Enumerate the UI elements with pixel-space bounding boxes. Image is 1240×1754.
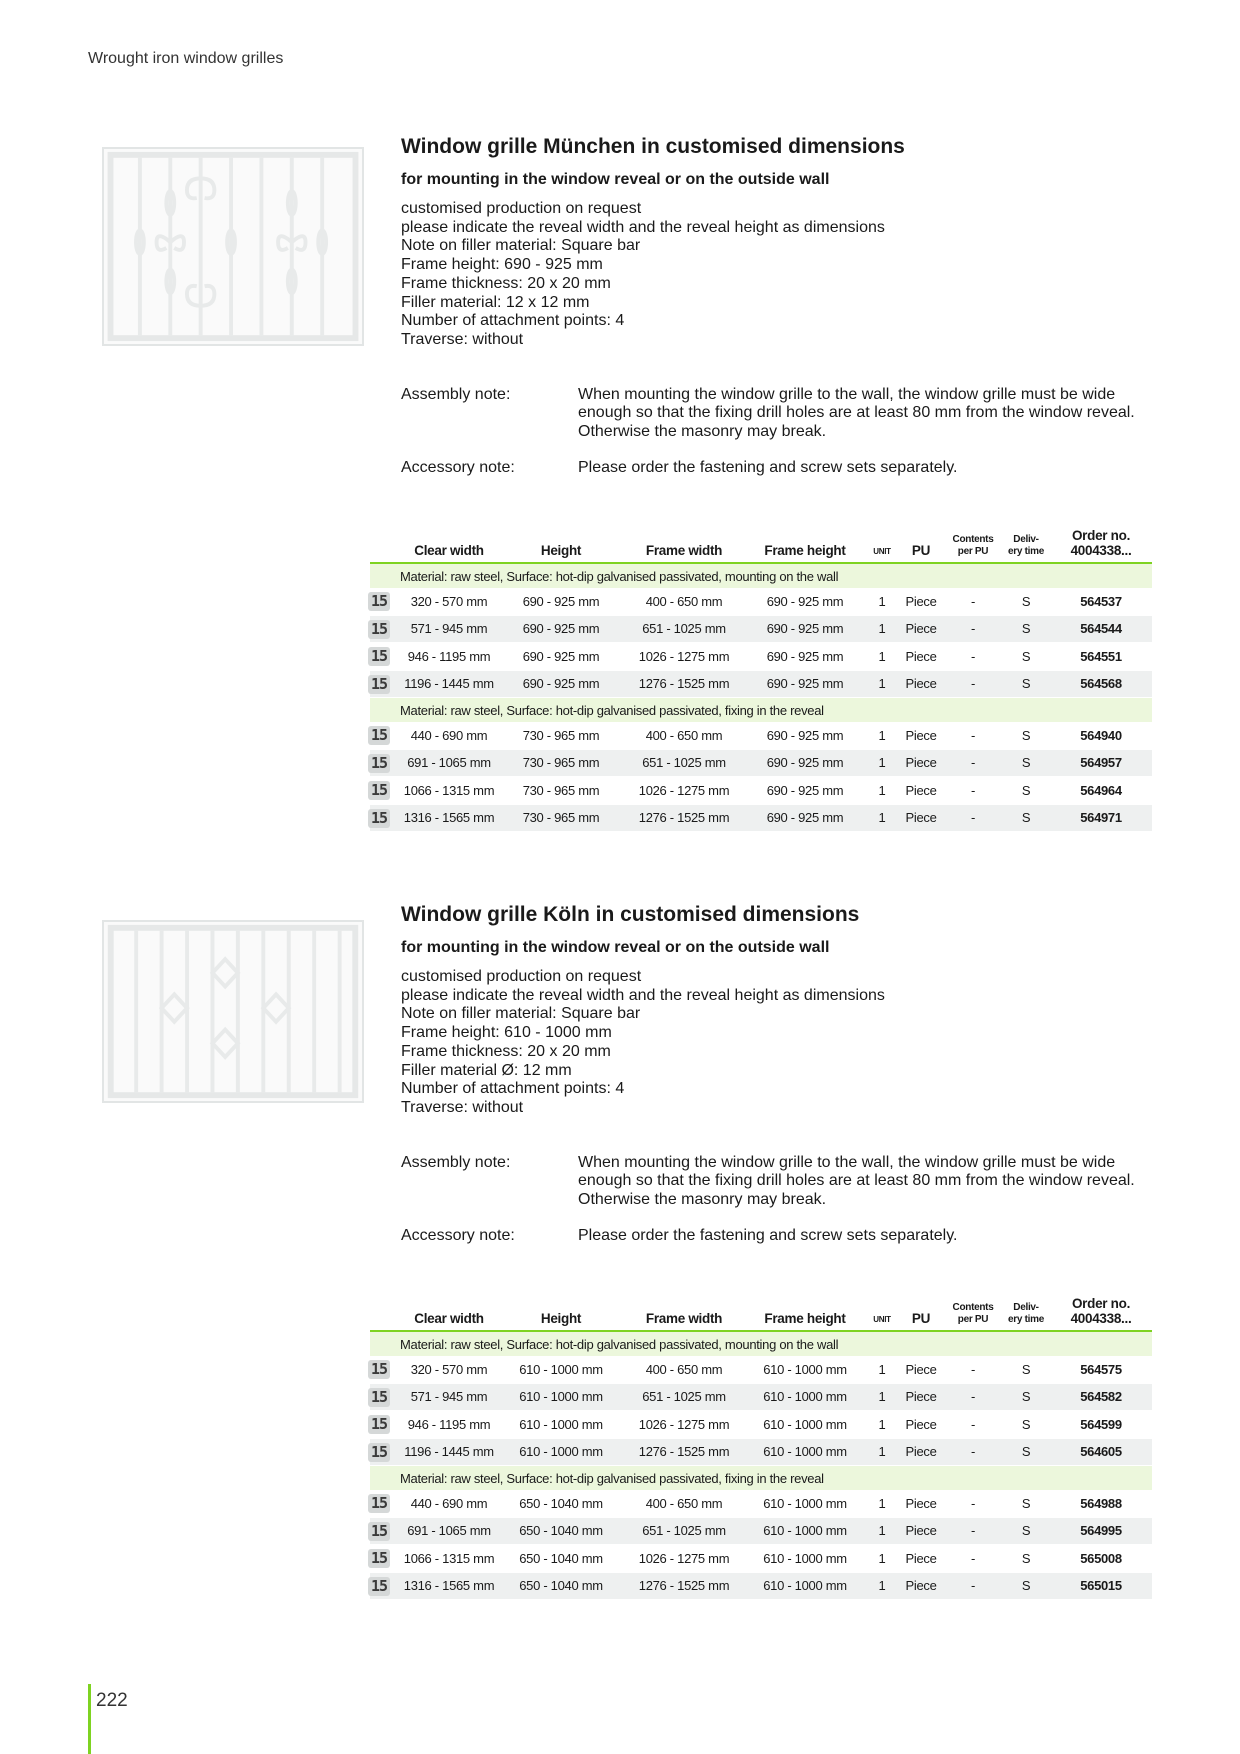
- badge-cell: [370, 1545, 400, 1573]
- accessory-note: [401, 459, 1161, 478]
- col-frame-width: Frame width: [645, 543, 723, 558]
- assembly-note-text: When mounting the window grille to the wall, the window grille must be wide enough so that the fixing drill holes are at least 80 mm from the window reveal. Otherwise the masonry may break.: [578, 385, 1135, 441]
- delivery-badge-icon: 15: [368, 647, 390, 666]
- table-header: [370, 528, 1152, 563]
- cell: 650 - 1040 mm: [498, 1572, 624, 1600]
- product-description: [401, 968, 1161, 1118]
- cell: S: [1002, 1438, 1050, 1466]
- cell: 1276 - 1525 mm: [624, 804, 744, 832]
- cell: 650 - 1040 mm: [498, 1545, 624, 1573]
- table-row[interactable]: [370, 643, 1152, 671]
- delivery-badge-icon: 15: [368, 726, 390, 745]
- cell: -: [944, 1490, 1002, 1517]
- cell: 690 - 925 mm: [744, 615, 866, 643]
- col-contents: [944, 1296, 1002, 1331]
- col-unit: UNIT: [873, 547, 891, 556]
- badge-cell: [370, 777, 400, 805]
- product-image-koeln: [102, 920, 364, 1103]
- cell: 610 - 1000 mm: [498, 1356, 624, 1383]
- col-frame-height: Frame height: [764, 543, 846, 558]
- cell: 610 - 1000 mm: [498, 1383, 624, 1411]
- product-info-koeln: [401, 902, 1161, 1245]
- col-frame-width: Frame width: [645, 1311, 723, 1326]
- description-line: customised production on request: [401, 968, 642, 985]
- cell: S: [1002, 1411, 1050, 1439]
- col-order-no: [1050, 1296, 1152, 1331]
- cell: 1: [866, 722, 898, 749]
- cell: 610 - 1000 mm: [744, 1356, 866, 1383]
- badge-cell: [370, 1356, 400, 1383]
- cell: 1: [866, 1356, 898, 1383]
- cell: 1026 - 1275 mm: [624, 1545, 744, 1573]
- product-subtitle: for mounting in the window reveal or on the outside wall: [401, 939, 830, 956]
- badge-cell: [370, 643, 400, 671]
- badge-cell: [370, 804, 400, 832]
- table-row[interactable]: [370, 777, 1152, 805]
- delivery-badge-icon: 15: [368, 781, 390, 800]
- cell: 691 - 1065 mm: [400, 749, 498, 777]
- cell: 1026 - 1275 mm: [624, 643, 744, 671]
- cell: 610 - 1000 mm: [744, 1411, 866, 1439]
- cell: 1026 - 1275 mm: [624, 777, 744, 805]
- assembly-note-label: Assembly note:: [401, 1153, 511, 1171]
- cell: 320 - 570 mm: [400, 588, 498, 615]
- badge-cell: [370, 722, 400, 749]
- col-delivery: [1002, 528, 1050, 563]
- delivery-badge-icon: 15: [368, 620, 390, 639]
- cell: 610 - 1000 mm: [498, 1438, 624, 1466]
- description-line: Frame thickness: 20 x 20 mm: [401, 1042, 611, 1060]
- cell: Piece: [898, 588, 944, 615]
- table-row[interactable]: [370, 1545, 1152, 1573]
- delivery-badge-icon: 15: [368, 675, 390, 694]
- order-number[interactable]: 564957: [1050, 749, 1152, 777]
- order-line-1: Order no.: [1071, 528, 1131, 543]
- product-image-muenchen: [102, 147, 364, 346]
- order-number[interactable]: 564568: [1050, 670, 1152, 698]
- order-number[interactable]: 564551: [1050, 643, 1152, 671]
- order-number[interactable]: 564964: [1050, 777, 1152, 805]
- table-row[interactable]: [370, 615, 1152, 643]
- cell: -: [944, 1572, 1002, 1600]
- col-contents: [944, 528, 1002, 563]
- cell: Piece: [898, 1517, 944, 1545]
- product-description: [401, 200, 1161, 350]
- cell: 690 - 925 mm: [498, 615, 624, 643]
- cell: 690 - 925 mm: [744, 670, 866, 698]
- cell: 946 - 1195 mm: [400, 1411, 498, 1439]
- col-unit: UNIT: [873, 1315, 891, 1324]
- cell: 650 - 1040 mm: [498, 1490, 624, 1517]
- cell: 440 - 690 mm: [400, 722, 498, 749]
- cell: S: [1002, 1545, 1050, 1573]
- cell: 1026 - 1275 mm: [624, 1411, 744, 1439]
- cell: 571 - 945 mm: [400, 615, 498, 643]
- order-line-1: Order no.: [1071, 1296, 1131, 1311]
- cell: 1196 - 1445 mm: [400, 670, 498, 698]
- cell: 651 - 1025 mm: [624, 1517, 744, 1545]
- contents-line-2: per PU: [957, 546, 989, 557]
- description-line: Note on filler material: Square bar: [401, 237, 641, 255]
- delivery-line-2: ery time: [1008, 546, 1044, 557]
- contents-line-1: Contents: [952, 534, 994, 545]
- cell: 690 - 925 mm: [744, 749, 866, 777]
- delivery-badge-icon: 15: [368, 592, 390, 611]
- article-table-muenchen: [370, 528, 1152, 832]
- cell: S: [1002, 615, 1050, 643]
- delivery-line-1: Deliv-: [1013, 534, 1039, 545]
- cell: -: [944, 643, 1002, 671]
- table-row[interactable]: [370, 1438, 1152, 1466]
- order-number[interactable]: 564971: [1050, 804, 1152, 832]
- cell: S: [1002, 1356, 1050, 1383]
- badge-cell: [370, 1411, 400, 1439]
- cell: Piece: [898, 1411, 944, 1439]
- cell: 1: [866, 804, 898, 832]
- product-title: Window grille München in customised dimensions: [401, 135, 905, 158]
- cell: Piece: [898, 670, 944, 698]
- accessory-note: [401, 1227, 1161, 1246]
- cell: 1276 - 1525 mm: [624, 1572, 744, 1600]
- badge-cell: [370, 615, 400, 643]
- cell: S: [1002, 588, 1050, 615]
- cell: 610 - 1000 mm: [744, 1545, 866, 1573]
- cell: Piece: [898, 1438, 944, 1466]
- material-text: Material: raw steel, Surface: hot-dip galvanised passivated, fixing in the reveal: [370, 698, 1152, 723]
- cell: S: [1002, 777, 1050, 805]
- cell: Piece: [898, 1572, 944, 1600]
- cell: 691 - 1065 mm: [400, 1517, 498, 1545]
- table-row[interactable]: [370, 670, 1152, 698]
- table-row[interactable]: [370, 722, 1152, 749]
- cell: 400 - 650 mm: [624, 588, 744, 615]
- cell: 571 - 945 mm: [400, 1383, 498, 1411]
- order-number[interactable]: 564544: [1050, 615, 1152, 643]
- assembly-note-text: When mounting the window grille to the wall, the window grille must be wide enough so that the fixing drill holes are at least 80 mm from the window reveal. Otherwise the masonry may break.: [578, 1153, 1135, 1209]
- table-row[interactable]: [370, 1517, 1152, 1545]
- table-row[interactable]: [370, 1490, 1152, 1517]
- badge-cell: [370, 670, 400, 698]
- col-height: Height: [540, 1311, 582, 1326]
- description-line: Traverse: without: [401, 1098, 524, 1116]
- cell: 440 - 690 mm: [400, 1490, 498, 1517]
- cell: S: [1002, 1517, 1050, 1545]
- badge-cell: [370, 1383, 400, 1411]
- description-line: Note on filler material: Square bar: [401, 1005, 641, 1023]
- badge-cell: [370, 1490, 400, 1517]
- cell: 1066 - 1315 mm: [400, 777, 498, 805]
- table-row[interactable]: [370, 804, 1152, 832]
- cell: 610 - 1000 mm: [744, 1490, 866, 1517]
- cell: 1316 - 1565 mm: [400, 1572, 498, 1600]
- material-row: [370, 698, 1152, 723]
- description-line: Traverse: without: [401, 330, 524, 348]
- col-pu: PU: [911, 543, 931, 558]
- col-clear-width: Clear width: [414, 543, 484, 558]
- table-row[interactable]: [370, 1411, 1152, 1439]
- cell: -: [944, 1383, 1002, 1411]
- cell: 690 - 925 mm: [744, 588, 866, 615]
- cell: 1: [866, 1545, 898, 1573]
- cell: 650 - 1040 mm: [498, 1517, 624, 1545]
- product-subtitle: for mounting in the window reveal or on the outside wall: [401, 171, 830, 188]
- cell: S: [1002, 1572, 1050, 1600]
- cell: 1276 - 1525 mm: [624, 670, 744, 698]
- table-row[interactable]: [370, 749, 1152, 777]
- cell: Piece: [898, 1356, 944, 1383]
- table-header: [370, 1296, 1152, 1331]
- assembly-note: [401, 1154, 1161, 1210]
- accessory-note-label: Accessory note:: [401, 1226, 515, 1244]
- cell: 1: [866, 1517, 898, 1545]
- badge-cell: [370, 588, 400, 615]
- delivery-badge-icon: 15: [368, 754, 390, 773]
- product-info-muenchen: [401, 134, 1161, 477]
- delivery-badge-icon: 15: [368, 1577, 390, 1596]
- cell: -: [944, 588, 1002, 615]
- cell: S: [1002, 749, 1050, 777]
- cell: 610 - 1000 mm: [744, 1572, 866, 1600]
- order-number[interactable]: 564995: [1050, 1517, 1152, 1545]
- description-line: Frame height: 610 - 1000 mm: [401, 1024, 612, 1042]
- cell: -: [944, 615, 1002, 643]
- order-number[interactable]: 564537: [1050, 588, 1152, 615]
- col-delivery: [1002, 1296, 1050, 1331]
- description-line: customised production on request: [401, 200, 642, 217]
- delivery-badge-icon: 15: [368, 809, 390, 828]
- table-row[interactable]: [370, 588, 1152, 615]
- cell: S: [1002, 1383, 1050, 1411]
- col-height: Height: [540, 543, 582, 558]
- cell: -: [944, 804, 1002, 832]
- cell: Piece: [898, 777, 944, 805]
- cell: 320 - 570 mm: [400, 1356, 498, 1383]
- cell: 690 - 925 mm: [498, 670, 624, 698]
- cell: S: [1002, 722, 1050, 749]
- delivery-badge-icon: 15: [368, 1443, 390, 1462]
- delivery-badge-icon: 15: [368, 1415, 390, 1434]
- table-row[interactable]: [370, 1572, 1152, 1600]
- col-order-no: [1050, 528, 1152, 563]
- cell: Piece: [898, 643, 944, 671]
- delivery-badge-icon: 15: [368, 1388, 390, 1407]
- cell: -: [944, 722, 1002, 749]
- cell: 1: [866, 1438, 898, 1466]
- material-row: [370, 1466, 1152, 1491]
- accessory-note-label: Accessory note:: [401, 458, 515, 476]
- order-line-2: 4004338...: [1070, 1311, 1132, 1326]
- cell: 1: [866, 615, 898, 643]
- cell: Piece: [898, 1490, 944, 1517]
- cell: -: [944, 777, 1002, 805]
- cell: 651 - 1025 mm: [624, 749, 744, 777]
- cell: -: [944, 1356, 1002, 1383]
- cell: 730 - 965 mm: [498, 749, 624, 777]
- running-head: Wrought iron window grilles: [88, 50, 284, 67]
- product-title: Window grille Köln in customised dimensions: [401, 903, 860, 926]
- cell: S: [1002, 804, 1050, 832]
- grille-koeln-icon: [104, 922, 362, 1101]
- order-number[interactable]: 564582: [1050, 1383, 1152, 1411]
- cell: 946 - 1195 mm: [400, 643, 498, 671]
- cell: S: [1002, 1490, 1050, 1517]
- cell: -: [944, 1411, 1002, 1439]
- cell: -: [944, 670, 1002, 698]
- accessory-note-text: Please order the fastening and screw sets separately.: [578, 1226, 958, 1244]
- cell: 1: [866, 1383, 898, 1411]
- cell: -: [944, 1438, 1002, 1466]
- material-row: [370, 563, 1152, 588]
- material-row: [370, 1331, 1152, 1356]
- cell: 690 - 925 mm: [744, 722, 866, 749]
- cell: -: [944, 749, 1002, 777]
- order-number[interactable]: 564599: [1050, 1411, 1152, 1439]
- order-number[interactable]: 564575: [1050, 1356, 1152, 1383]
- description-line: Frame height: 690 - 925 mm: [401, 256, 603, 274]
- cell: 1066 - 1315 mm: [400, 1545, 498, 1573]
- cell: 610 - 1000 mm: [744, 1517, 866, 1545]
- cell: 690 - 925 mm: [744, 804, 866, 832]
- delivery-badge-icon: 15: [368, 1360, 390, 1379]
- description-line: Filler material Ø: 12 mm: [401, 1061, 572, 1079]
- cell: 400 - 650 mm: [624, 1490, 744, 1517]
- cell: Piece: [898, 1545, 944, 1573]
- cell: 690 - 925 mm: [498, 588, 624, 615]
- table-row[interactable]: [370, 1383, 1152, 1411]
- cell: Piece: [898, 749, 944, 777]
- article-table-koeln: [370, 1296, 1152, 1600]
- order-number[interactable]: 565015: [1050, 1572, 1152, 1600]
- cell: 1: [866, 670, 898, 698]
- cell: Piece: [898, 615, 944, 643]
- grille-muenchen-icon: [104, 149, 362, 344]
- table-row[interactable]: [370, 1356, 1152, 1383]
- contents-line-2: per PU: [957, 1314, 989, 1325]
- cell: S: [1002, 670, 1050, 698]
- order-number[interactable]: 564940: [1050, 722, 1152, 749]
- order-number[interactable]: 564605: [1050, 1438, 1152, 1466]
- page-accent-bar: [88, 1684, 91, 1754]
- order-line-2: 4004338...: [1070, 543, 1132, 558]
- cell: 1316 - 1565 mm: [400, 804, 498, 832]
- cell: 1: [866, 1572, 898, 1600]
- cell: 690 - 925 mm: [498, 643, 624, 671]
- cell: 610 - 1000 mm: [744, 1383, 866, 1411]
- cell: -: [944, 1545, 1002, 1573]
- order-number[interactable]: 564988: [1050, 1490, 1152, 1517]
- cell: 1: [866, 588, 898, 615]
- cell: Piece: [898, 1383, 944, 1411]
- delivery-line-2: ery time: [1008, 1314, 1044, 1325]
- cell: 610 - 1000 mm: [498, 1411, 624, 1439]
- cell: 690 - 925 mm: [744, 643, 866, 671]
- assembly-note-label: Assembly note:: [401, 385, 511, 403]
- accessory-note-text: Please order the fastening and screw sets separately.: [578, 458, 958, 476]
- cell: 1: [866, 749, 898, 777]
- description-line: please indicate the reveal width and the reveal height as dimensions: [401, 218, 885, 236]
- cell: 1: [866, 643, 898, 671]
- cell: S: [1002, 643, 1050, 671]
- col-pu: PU: [911, 1311, 931, 1326]
- cell: Piece: [898, 722, 944, 749]
- contents-line-1: Contents: [952, 1302, 994, 1313]
- cell: 1: [866, 1411, 898, 1439]
- material-text: Material: raw steel, Surface: hot-dip galvanised passivated, fixing in the reveal: [370, 1466, 1152, 1491]
- delivery-badge-icon: 15: [368, 1494, 390, 1513]
- cell: 400 - 650 mm: [624, 1356, 744, 1383]
- description-line: Filler material: 12 x 12 mm: [401, 293, 590, 311]
- cell: 651 - 1025 mm: [624, 615, 744, 643]
- cell: Piece: [898, 804, 944, 832]
- badge-cell: [370, 1438, 400, 1466]
- cell: 730 - 965 mm: [498, 804, 624, 832]
- page-number: 222: [96, 1690, 128, 1711]
- cell: 690 - 925 mm: [744, 777, 866, 805]
- badge-cell: [370, 1517, 400, 1545]
- badge-cell: [370, 749, 400, 777]
- delivery-badge-icon: 15: [368, 1522, 390, 1541]
- description-line: Frame thickness: 20 x 20 mm: [401, 274, 611, 292]
- cell: 1276 - 1525 mm: [624, 1438, 744, 1466]
- col-frame-height: Frame height: [764, 1311, 846, 1326]
- description-line: Number of attachment points: 4: [401, 1080, 625, 1098]
- assembly-note: [401, 386, 1161, 442]
- cell: -: [944, 1517, 1002, 1545]
- cell: 1: [866, 1490, 898, 1517]
- cell: 651 - 1025 mm: [624, 1383, 744, 1411]
- delivery-line-1: Deliv-: [1013, 1302, 1039, 1313]
- material-text: Material: raw steel, Surface: hot-dip galvanised passivated, mounting on the wall: [370, 563, 1152, 588]
- cell: 610 - 1000 mm: [744, 1438, 866, 1466]
- badge-cell: [370, 1572, 400, 1600]
- cell: 730 - 965 mm: [498, 777, 624, 805]
- cell: 1196 - 1445 mm: [400, 1438, 498, 1466]
- cell: 730 - 965 mm: [498, 722, 624, 749]
- delivery-badge-icon: 15: [368, 1549, 390, 1568]
- description-line: please indicate the reveal width and the reveal height as dimensions: [401, 986, 885, 1004]
- cell: 400 - 650 mm: [624, 722, 744, 749]
- cell: 1: [866, 777, 898, 805]
- material-text: Material: raw steel, Surface: hot-dip galvanised passivated, mounting on the wall: [370, 1331, 1152, 1356]
- order-number[interactable]: 565008: [1050, 1545, 1152, 1573]
- col-clear-width: Clear width: [414, 1311, 484, 1326]
- description-line: Number of attachment points: 4: [401, 312, 625, 330]
